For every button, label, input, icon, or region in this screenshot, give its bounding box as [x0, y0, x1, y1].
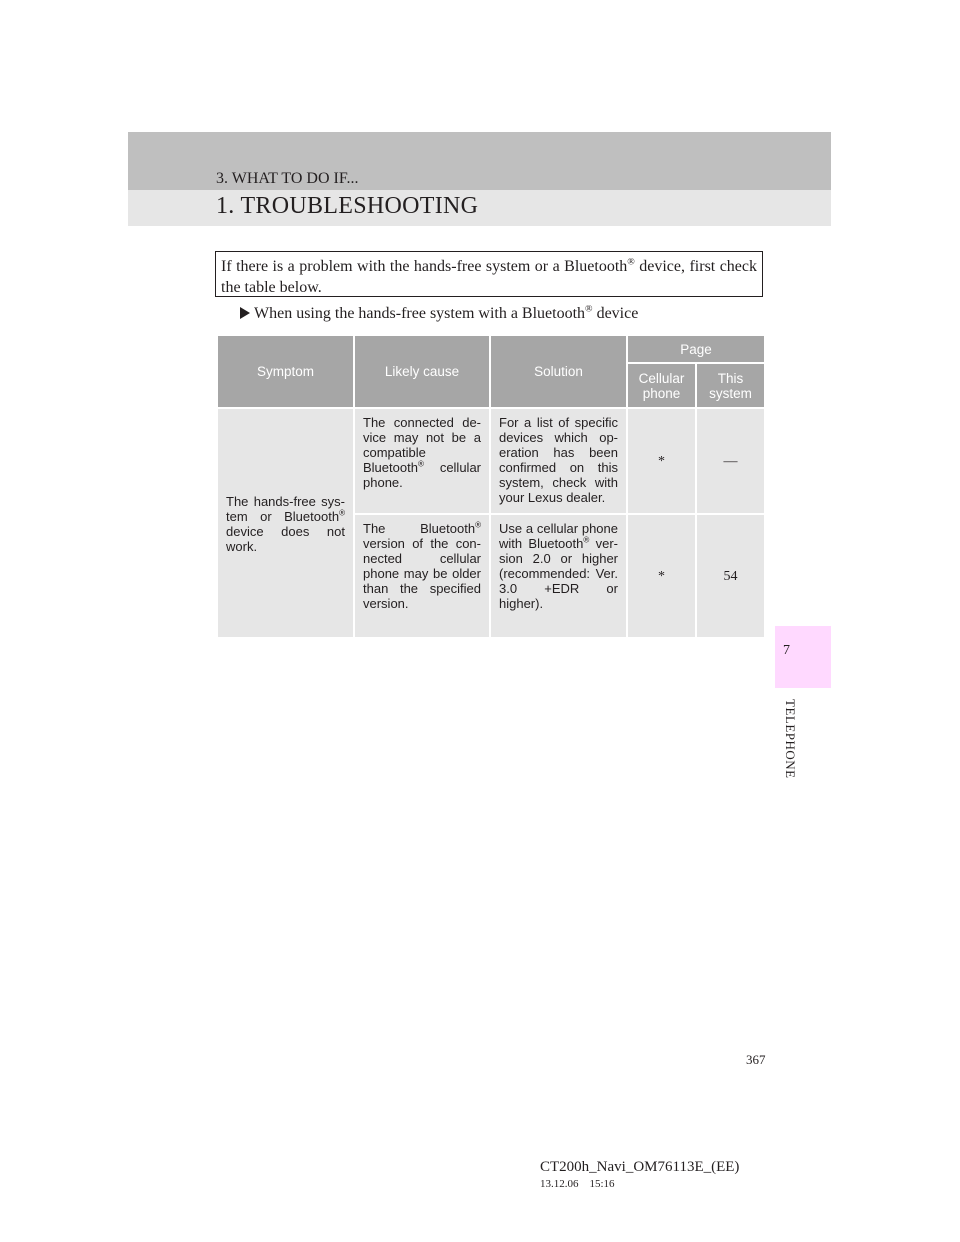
- subheading: [240, 305, 638, 323]
- symptom-cell: [217, 408, 354, 638]
- cause-text-end: version of the con-nected cellular phone may be older than the specified version.: [363, 536, 481, 611]
- subheading-text-start: When using the hands-free system with a Bluetooth: [254, 305, 586, 322]
- chapter-label: TELEPHONE: [783, 699, 798, 779]
- solution-cell: [490, 514, 627, 638]
- intro-text-end: device, first check the table below.: [221, 258, 758, 296]
- header-solution: Solution: [490, 336, 627, 408]
- header-likely-cause: Likely cause: [354, 336, 490, 408]
- intro-box: [215, 251, 763, 297]
- table-row: [217, 408, 765, 514]
- footer-document-id: CT200h_Navi_OM76113E_(EE): [540, 1159, 740, 1175]
- page-number: 367: [746, 1052, 766, 1067]
- symptom-text-start: The hands-free sys-tem or Bluetooth: [226, 494, 345, 524]
- registered-mark: ®: [475, 520, 481, 530]
- cause-text-start: The connected de-vice may not be a compatible Bluetooth: [363, 415, 481, 475]
- chapter-number: 7: [783, 643, 790, 658]
- solution-cell: [490, 408, 627, 514]
- subheading-text-end: device: [592, 305, 639, 322]
- solution-text-end: ver-sion 2.0 or higher (recommended: Ver. 3.0 +EDR or higher).: [499, 536, 618, 611]
- registered-mark: ®: [583, 535, 590, 545]
- header-symptom: Symptom: [217, 336, 354, 408]
- intro-text-start: If there is a problem with the hands-free system or a Bluetooth: [221, 258, 628, 275]
- troubleshooting-table: [216, 336, 766, 639]
- system-page-cell: —: [696, 408, 765, 514]
- page-title: 1. TROUBLESHOOTING: [216, 193, 479, 219]
- cause-cell: [354, 514, 490, 638]
- section-label: 3. WHAT TO DO IF...: [216, 170, 359, 187]
- solution-text-start: For a list of specific devices which op-eration has been confirmed on this system, check with your Lexus dealer.: [499, 415, 618, 505]
- cause-cell: [354, 408, 490, 514]
- cause-text-end: cellular phone.: [363, 460, 481, 490]
- solution-text-start: Use a cellular phone with Bluetooth: [499, 521, 618, 551]
- header-page: Page: [627, 336, 765, 363]
- system-page-cell: 54: [696, 514, 765, 638]
- registered-mark: ®: [339, 508, 345, 518]
- registered-mark: ®: [627, 256, 635, 268]
- cause-text-start: The Bluetooth: [363, 521, 476, 536]
- triangle-bullet-icon: [240, 307, 250, 319]
- registered-mark: ®: [585, 303, 593, 315]
- symptom-text-end: device does not work.: [226, 524, 345, 554]
- footer-timestamp: 13.12.06 15:16: [540, 1178, 615, 1190]
- cellular-page-cell: *: [627, 514, 696, 638]
- registered-mark: ®: [417, 459, 424, 469]
- header-cellular-phone: Cellular phone: [627, 363, 696, 408]
- cellular-page-cell: *: [627, 408, 696, 514]
- header-this-system: This system: [696, 363, 765, 408]
